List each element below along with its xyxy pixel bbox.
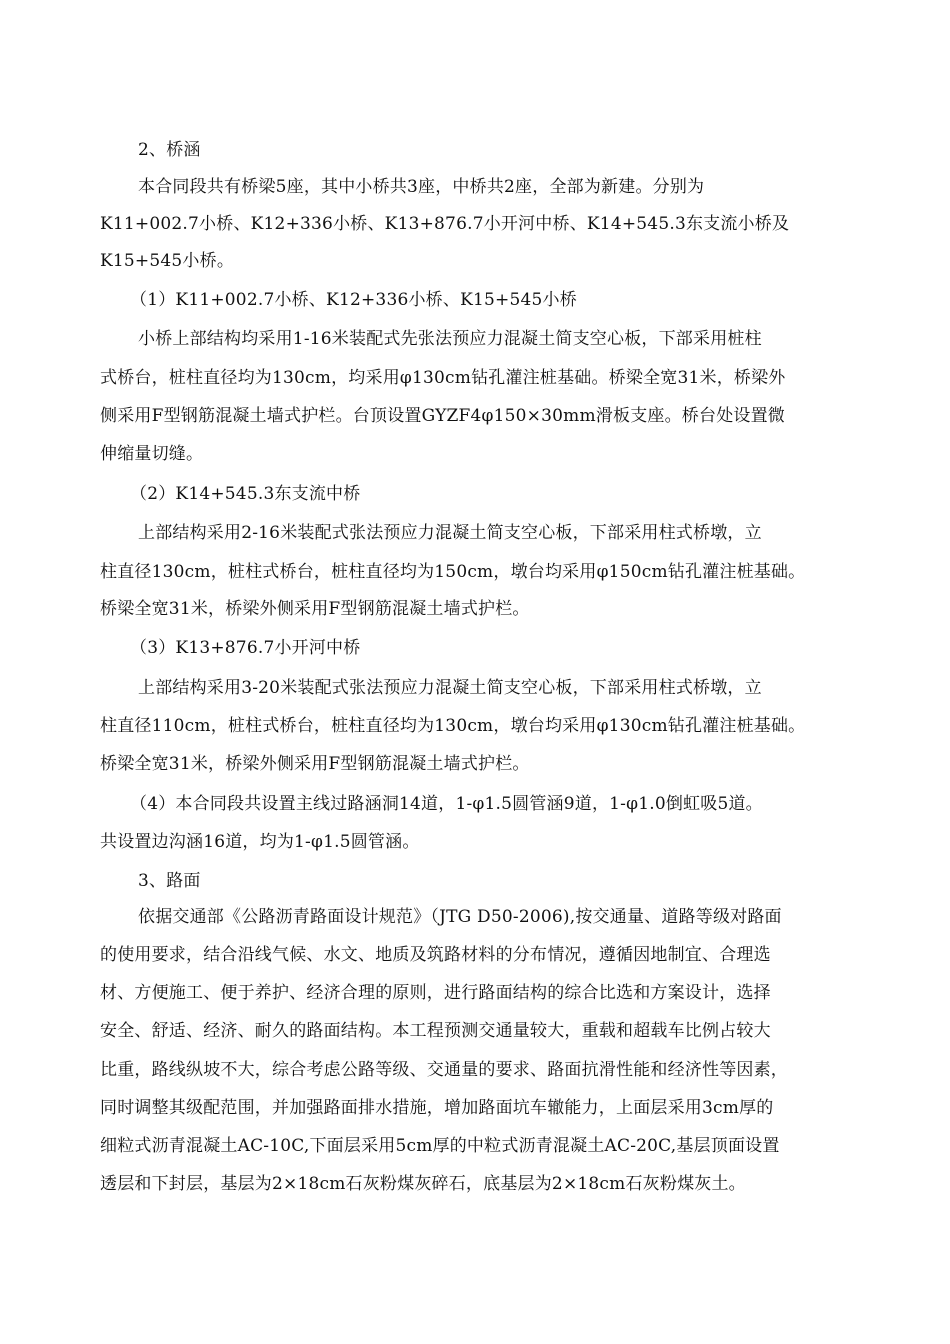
paragraph-line: 式桥台，桩柱直径均为130cm，均采用φ130cm钻孔灌注桩基础。桥梁全宽31米，桥梁外 [100,368,786,388]
section-heading-pavement: 3、路面 [138,871,201,891]
paragraph-line: 透层和下封层，基层为2×18cm石灰粉煤灰碎石，底基层为2×18cm石灰粉煤灰土。 [100,1174,746,1194]
paragraph-line: 比重，路线纵坡不大，综合考虑公路等级、交通量的要求、路面抗滑性能和经济性等因素， [100,1060,788,1080]
paragraph-line: 侧采用F型钢筋混凝土墙式护栏。台顶设置GYZF4φ150×30mm滑板支座。桥台处设置微 [100,406,785,426]
paragraph-line: 依据交通部《公路沥青路面设计规范》（JTG D50-2006),按交通量、道路等级对路面 [138,907,782,927]
paragraph-line: K11+002.7小桥、K12+336小桥、K13+876.7小开河中桥、K14+545.3东支流小桥及 [100,214,790,234]
subheading-item-3: （3）K13+876.7小开河中桥 [130,638,361,658]
subheading-item-1: （1）K11+002.7小桥、K12+336小桥、K15+545小桥 [130,290,577,310]
paragraph-line: 桥梁全宽31米，桥梁外侧采用F型钢筋混凝土墙式护栏。 [100,754,530,774]
subheading-item-2: （2）K14+545.3东支流中桥 [130,484,361,504]
paragraph-line: （4）本合同段共设置主线过路涵洞14道，1-φ1.5圆管涵9道，1-φ1.0倒虹吸5道。 [130,794,763,814]
paragraph-line: 安全、舒适、经济、耐久的路面结构。本工程预测交通量较大，重载和超载车比例占较大 [100,1021,771,1041]
paragraph-line: K15+545小桥。 [100,251,235,271]
paragraph-line: 伸缩量切缝。 [100,444,204,464]
paragraph-line: 柱直径110cm，桩柱式桥台，桩柱直径均为130cm，墩台均采用φ130cm钻孔灌注桩基础。 [100,716,806,736]
paragraph-line: 上部结构采用3-20米装配式张法预应力混凝土简支空心板，下部采用柱式桥墩，立 [138,678,762,698]
paragraph-line: 共设置边沟涵16道，均为1-φ1.5圆管涵。 [100,832,420,852]
paragraph-line: 的使用要求，结合沿线气候、水文、地质及筑路材料的分布情况，遵循因地制宜、合理选 [100,945,771,965]
paragraph-line: 材、方便施工、便于养护、经济合理的原则，进行路面结构的综合比选和方案设计，选择 [100,983,771,1003]
paragraph-line: 小桥上部结构均采用1-16米装配式先张法预应力混凝土简支空心板，下部采用桩柱 [138,329,762,349]
paragraph-line: 细粒式沥青混凝土AC-10C,下面层采用5cm厚的中粒式沥青混凝土AC-20C,基层顶面设置 [100,1136,780,1156]
paragraph-line: 本合同段共有桥梁5座，其中小桥共3座，中桥共2座，全部为新建。分别为 [138,177,705,197]
paragraph-line: 同时调整其级配范围，并加强路面排水措施，增加路面坑车辙能力，上面层采用3cm厚的 [100,1098,774,1118]
paragraph-line: 桥梁全宽31米，桥梁外侧采用F型钢筋混凝土墙式护栏。 [100,599,530,619]
section-heading-bridges: 2、桥涵 [138,140,201,160]
paragraph-line: 柱直径130cm，桩柱式桥台，桩柱直径均为150cm，墩台均采用φ150cm钻孔灌注桩基础。 [100,562,806,582]
paragraph-line: 上部结构采用2-16米装配式张法预应力混凝土简支空心板，下部采用柱式桥墩，立 [138,523,762,543]
